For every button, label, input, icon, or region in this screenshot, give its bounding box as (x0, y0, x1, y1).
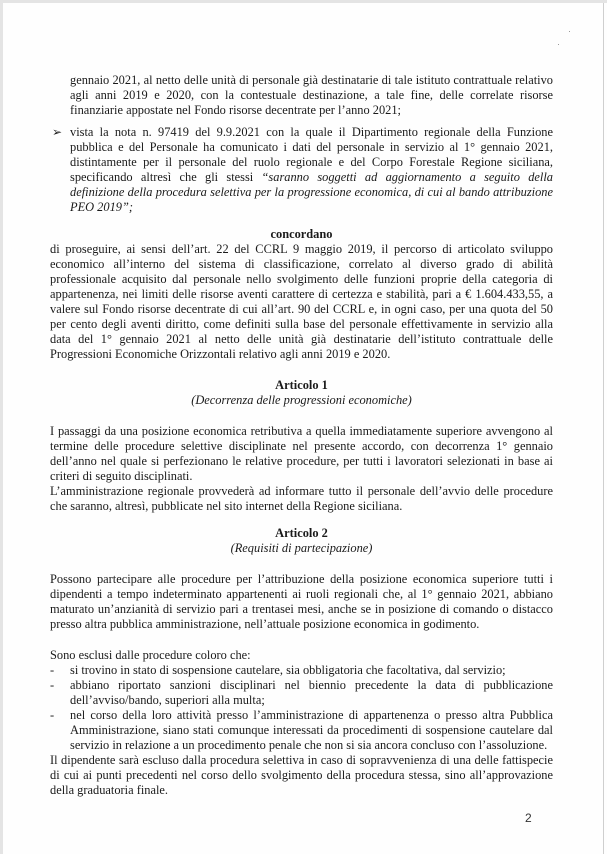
exclusion-text: abbiano riportato sanzioni disciplinari nel biennio precedente la data di pubblicazione dell’avviso/bando, superiori alla multa; (70, 678, 553, 707)
closing-paragraph: Il dipendente sarà escluso dalla procedura selettiva in caso di sopravvenienza di una delle fattispecie di cui ai punti precedenti nel corso dello svolgimento della procedura stessa, sino all’approvazione della graduatoria finale. (50, 753, 553, 797)
concordano-paragraph: di proseguire, ai sensi dell’art. 22 del CCRL 9 maggio 2019, il percorso di articolato sviluppo economico all’interno del sistema di classificazione, correlato al diverso grado di abilità professionale acquisito dal personale nello svolgimento delle funzioni proprie della categoria di appartenenza, nei limiti delle risorse aventi carattere di certezza e stabilità, pari a € 1.604.433,55, a valere sul Fondo risorse decentrate di cui all’art. 90 del CCRL e, in ogni caso, per una quota del 50 per cento degli aventi diritto, come definiti sulla base del personale effettivamente in servizio alla data del 1° gennaio 2021 al netto delle unità già destinatarie dell’istituto contrattuale delle Progressioni Economiche Orizzontali relativo agli anni 2019 e 2020. (50, 242, 553, 361)
exclusion-text: nel corso della loro attività presso l’amministrazione di appartenenza o presso altra Pubblica Amministrazione, siano stati comunque interessati da procedimenti di sospensione cautelare dal servizio in relazione a un procedimento penale che non si sia ancora concluso con l’assoluzione. (70, 708, 553, 752)
document-page (3, 3, 607, 854)
article-1-paragraph: L’amministrazione regionale provvederà ad informare tutto il personale dell’avvio delle procedure che saranno, altresì, pubblicate nel sito internet della Regione siciliana. (50, 484, 553, 513)
exclusion-item (50, 708, 553, 753)
article-2-subtitle: (Requisiti di partecipazione) (230, 541, 373, 555)
article-1-subtitle: (Decorrenza delle progressioni economiche) (191, 393, 412, 407)
concordano-heading: concordano (270, 227, 333, 241)
scan-speck (558, 44, 559, 45)
document-body (50, 73, 553, 798)
exclusion-item (50, 678, 553, 708)
scan-speck (569, 31, 570, 32)
dash-bullet-icon: - (50, 663, 55, 677)
dash-bullet-icon: - (50, 678, 55, 692)
dash-bullet-icon: - (50, 708, 55, 722)
arrow-bullet-icon: ➢ (52, 125, 63, 139)
intro-continuation-paragraph: gennaio 2021, al netto delle unità di personale già destinatarie di tale istituto contrattuale relativo agli anni 2019 e 2020, con la contestuale destinazione, a tale fine, delle correlate risorse finanziarie appostate nel Fondo risorse decentrate per l’anno 2021; (70, 73, 553, 117)
scan-edge-line (603, 3, 604, 854)
exclusion-text: si trovino in stato di sospensione cautelare, sia obbligatoria che facoltativa, dal servizio; (70, 663, 506, 677)
article-1-paragraph: I passaggi da una posizione economica retributiva a quella immediatamente superiore avvengono al termine delle procedure selettive disciplinate nel presente accordo, con decorrenza 1° gennaio dell’anno nel quale si perfezionano le relative procedure, per tutti i lavoratori selezionati in base ai criteri di seguito disciplinati. (50, 424, 553, 483)
article-2-paragraph: Possono partecipare alle procedure per l’attribuzione della posizione economica superiore tutti i dipendenti a tempo indeterminato appartenenti ai ruoli regionali che, al 1° gennaio 2021, abbiano maturato un’anzianità di servizio pari a trentasei mesi, anche se in posizione di comando o distacco presso altra pubblica amministrazione, nell’attuale posizione economica in godimento. (50, 572, 553, 631)
bullet-item (50, 125, 553, 215)
page-number: 2 (525, 811, 532, 825)
article-1-title: Articolo 1 (275, 378, 328, 392)
bullet-text: vista la nota n. 97419 del 9.9.2021 con la quale il Dipartimento regionale della Funzione pubblica e del Personale ha comunicato i dati del personale in servizio al 1° gennaio 2021, distintamente per il personale del ruolo regionale e del Corpo Forestale Regione siciliana, specificando altresì che gli stessi (70, 125, 553, 184)
exclusions-intro: Sono esclusi dalle procedure coloro che: (50, 648, 251, 662)
bullet-quote: “saranno soggetti ad aggiornamento a seguito della definizione della procedura selettiva per la progressione economica, di cui al bando attribuzione PEO 2019”; (70, 170, 553, 214)
exclusion-item (50, 663, 553, 678)
article-2-title: Articolo 2 (275, 526, 328, 540)
